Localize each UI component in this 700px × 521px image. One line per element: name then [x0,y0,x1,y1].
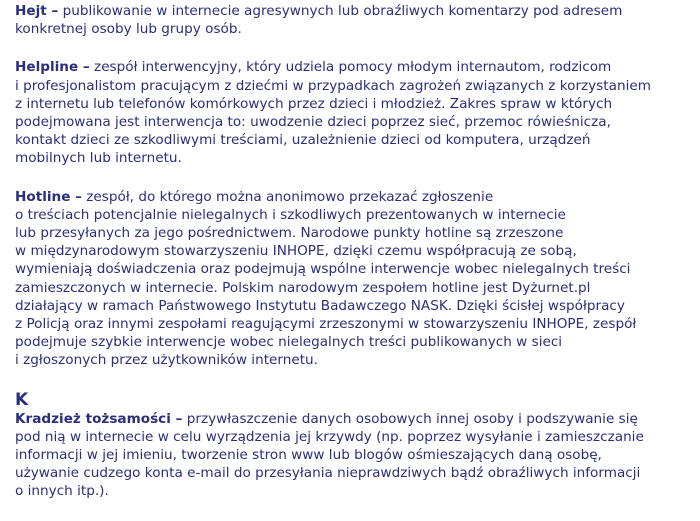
glossary-page [15,2,690,521]
entry-term: Kradzież tożsamości – [15,410,183,427]
entry-line: z internetu lub telefonów komórkowych przez dzieci i młodzież. Zakres spraw w których [15,95,613,112]
entry-line: lub przesyłanych za jego pośrednictwem. Narodowe punkty hotline są zrzeszone [15,225,564,242]
entry-hejt [15,2,690,38]
entry-hotline [15,188,690,370]
entry-line: w międzynarodowym stowarzyszeniu INHOPE, dzięki czemu współpracują ze sobą, [15,243,577,260]
entry-line: zamieszczonych w internecie. Polskim narodowym zespołem hotline jest Dyżurnet.pl [15,279,591,296]
entry-line: informacji w jej imieniu, tworzenie stron www lub blogów ośmieszających daną osobę, [15,447,602,464]
entry-term: Helpline – [15,59,90,76]
entry-line: wymieniają doświadczenia oraz podejmują wspólne interwencje wobec nielegalnych treści [15,261,631,278]
entry-kradziez-tozsamosci [15,410,690,501]
section-k [15,390,690,501]
entry-text: zespół, do którego można anonimowo przekazać zgłoszenie [81,188,494,205]
entry-line: podejmuje szybkie interwencje wobec nielegalnych treści publikowanych w sieci [15,334,563,351]
entry-text: publikowanie w internecie agresywnych lub obraźliwych komentarzy pod adresem [58,3,623,19]
entry-first-line [15,2,690,20]
entry-line: używanie cudzego konta e-mail do przesyłania nieprawdziwych bądź obraźliwych informacji [15,465,641,482]
entry-text: zespół interwencyjny, który udziela pomocy młodym internautom, rodzicom [89,59,612,76]
entry-first-line [15,410,690,428]
entry-line: konkretnej osoby lub grupy osób. [15,21,242,38]
entry-text: przywłaszczenie danych osobowych innej osoby i podszywanie się [182,410,638,427]
entry-line: podejmowana jest interwencja to: uwodzenie dzieci poprzez sieć, przemoc rówieśnicza, [15,114,611,131]
entry-line: kontakt dzieci ze szkodliwymi treściami, uzależnienie dzieci od komputera, urządzeń [15,132,591,149]
entry-line: o innych itp.). [15,483,109,500]
entry-line: działający w ramach Państwowego Instytutu Badawczego NASK. Dzięki ścisłej współpracy [15,297,625,314]
entry-line: i profesjonalistom pracującym z dziećmi w przypadkach zagrożeń związanych z korzystaniem [15,77,651,94]
entry-term: Hejt – [15,3,59,19]
entry-line: pod nią w internecie w celu wyrządzenia jej krzywdy (np. poprzez wysyłanie i zamieszczanie [15,428,644,445]
section-letter: K [15,389,29,410]
entry-line: z Policją oraz innymi zespołami reagującymi zrzeszonymi w stowarzyszeniu INHOPE, zespół [15,316,637,333]
entry-first-line [15,188,690,206]
entry-term: Hotline – [15,188,82,205]
entry-first-line [15,58,690,76]
entry-line: o treściach potencjalnie nielegalnych i szkodliwych prezentowanych w internecie [15,206,566,223]
entry-helpline [15,58,690,167]
entry-line: mobilnych lub internetu. [15,150,182,167]
entry-line: i zgłoszonych przez użytkowników internetu. [15,352,318,369]
